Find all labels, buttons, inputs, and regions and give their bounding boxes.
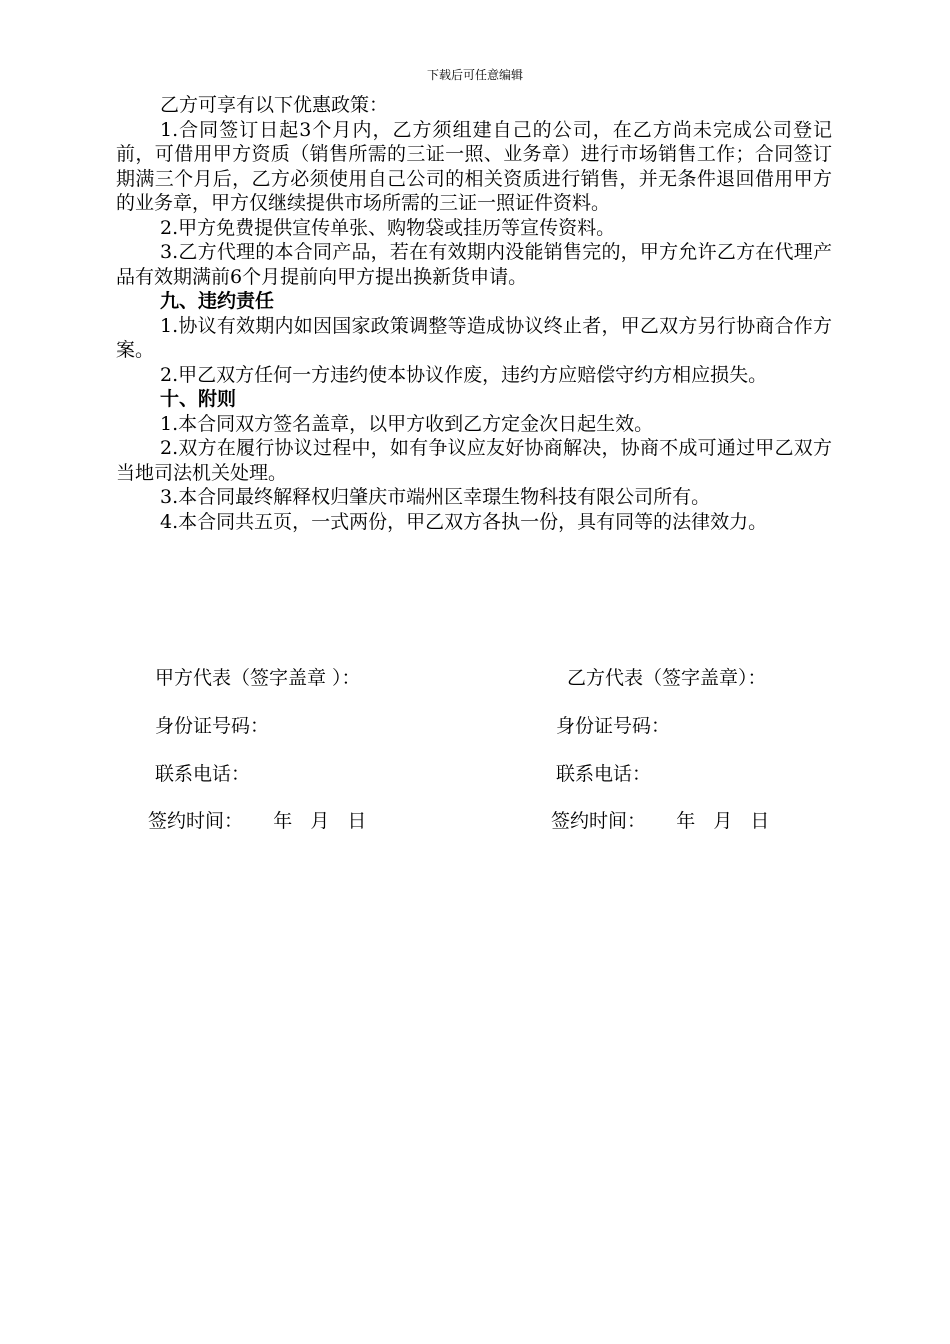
paragraph-supplementary-1: 1.本合同双方签名盖章，以甲方收到乙方定金次日起生效。 [160, 412, 654, 435]
paragraph-breach-1: 1.协议有效期内如因国家政策调整等造成协议终止者，甲乙双方另行协商合作方案。 [116, 314, 832, 361]
section-heading-breach: 九、违约责任 [160, 290, 275, 312]
paragraph-policy-3: 3.乙方代理的本合同产品，若在有效期内没能销售完的，甲方允许乙方在代理产品有效期满前6个月提前向甲方提出换新货申请。 [116, 241, 832, 288]
paragraph-intro: 乙方可享有以下优惠政策： [160, 94, 389, 116]
paragraph-supplementary-2: 2.双方在履行协议过程中，如有争议应友好协商解决，协商不成可通过甲乙双方当地司法机关处理。 [116, 437, 832, 484]
contract-body [116, 93, 832, 534]
party-a-sign-date: 签约时间： 年 月 日 [148, 810, 367, 832]
section-heading-supplementary: 十、附则 [160, 388, 237, 410]
paragraph-breach-2: 2.甲乙双方任何一方违约使本协议作废，违约方应赔偿守约方相应损失。 [160, 363, 768, 386]
party-b-sign-date: 签约时间： 年 月 日 [551, 810, 770, 832]
paragraph-policy-1: 1.合同签订日起3个月内，乙方须组建自己的公司，在乙方尚未完成公司登记前，可借用甲方资质（销售所需的三证一照、业务章）进行市场销售工作；合同签订期满三个月后，乙方必须使用自己公司的相关资质进行销售，并无条件退回借用甲方的业务章，甲方仅继续提供市场所需的三证一照证件资料。 [116, 118, 832, 214]
party-a-id-number: 身份证号码： [155, 715, 270, 737]
paragraph-policy-2: 2.甲方免费提供宣传单张、购物袋或挂历等宣传资料。 [160, 216, 616, 239]
party-a-phone: 联系电话： [155, 763, 251, 785]
party-b-phone: 联系电话： [556, 763, 652, 785]
party-a-representative: 甲方代表（签字盖章 ）： [155, 667, 361, 689]
page-header: 下载后可任意编辑 [426, 68, 523, 82]
party-b-representative: 乙方代表（签字盖章）： [567, 667, 767, 689]
party-b-id-number: 身份证号码： [556, 715, 671, 737]
paragraph-supplementary-3: 3.本合同最终解释权归肇庆市端州区幸璟生物科技有限公司所有。 [160, 486, 711, 508]
paragraph-supplementary-4: 4.本合同共五页，一式两份，甲乙双方各执一份，具有同等的法律效力。 [160, 510, 768, 533]
